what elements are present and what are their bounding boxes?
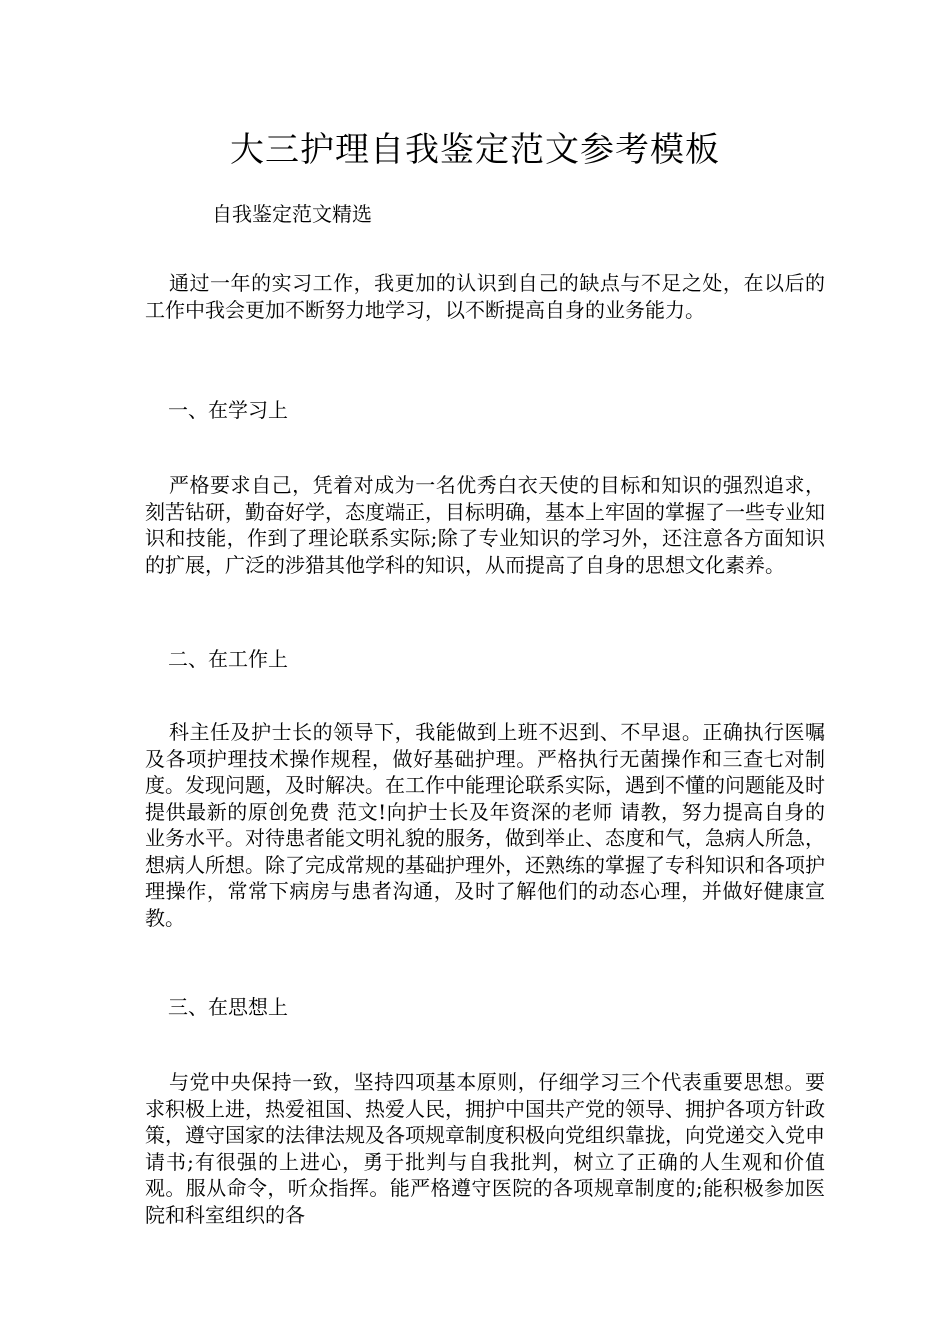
section-body-thought: 与党中央保持一致，坚持四项基本原则，仔细学习三个代表重要思想。要求积极上进，热爱祖国、热爱人民，拥护中国共产党的领导、拥护各项方针政策，遵守国家的法律法规及各项规章制度积极向党组织靠拢，向党递交入党申请书;有很强的上进心，勇于批判与自我批判，树立了正确的人生观和价值观。服从命令，听众指挥。能严格遵守医院的各项规章制度的;能积极参加医院和科室组织的各 xyxy=(145,1070,825,1227)
section-body-work: 科主任及护士长的领导下，我能做到上班不迟到、不早退。正确执行医嘱及各项护理技术操作规程，做好基础护理。严格执行无菌操作和三查七对制度。发现问题，及时解决。在工作中能理论联系实际，遇到不懂的问题能及时提供最新的原创免费 范文!向护士长及年资深的老师 请教，努力提高自身的业务水平。对待患者能文明礼貌的服务，做到举止、态度和气，急病人所急，想病人所想。除了完成常规的基础护理外，还熟练的掌握了专科知识和各项护理操作，常常下病房与患者沟通，及时了解他们的动态心理，并做好健康宣教。 xyxy=(145,720,825,930)
section-heading-study: 一、在学习上 xyxy=(168,398,288,422)
document-title: 大三护理自我鉴定范文参考模板 xyxy=(230,130,720,170)
intro-paragraph: 通过一年的实习工作，我更加的认识到自己的缺点与不足之处，在以后的工作中我会更加不断努力地学习，以不断提高自身的业务能力。 xyxy=(145,271,825,322)
document-subtitle: 自我鉴定范文精选 xyxy=(212,202,372,226)
section-heading-work: 二、在工作上 xyxy=(168,647,288,671)
section-heading-thought: 三、在思想上 xyxy=(168,995,288,1019)
section-body-study: 严格要求自己，凭着对成为一名优秀白衣天使的目标和知识的强烈追求，刻苦钻研，勤奋好学，态度端正，目标明确，基本上牢固的掌握了一些专业知识和技能，作到了理论联系实际;除了专业知识的学习外，还注意各方面知识的扩展，广泛的涉猎其他学科的知识，从而提高了自身的思想文化素养。 xyxy=(145,473,825,577)
